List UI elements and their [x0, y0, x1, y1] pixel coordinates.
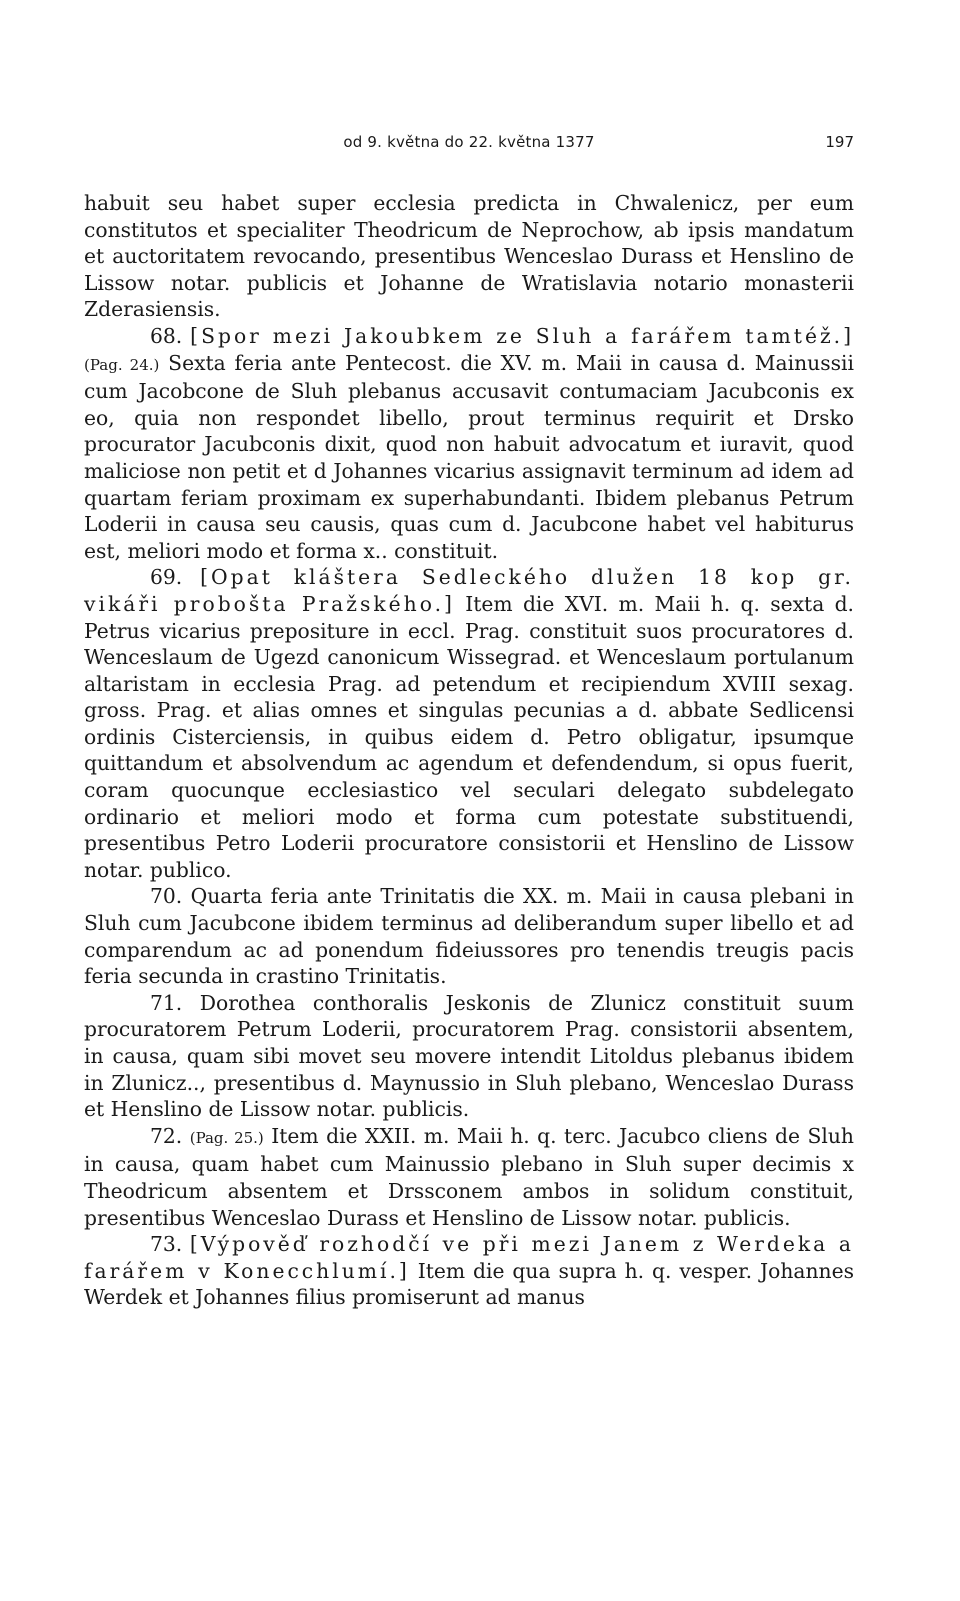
entry-regest: [Výpověď rozhodčí ve při mezi Janem z Werdeka a farářem v Konecchlumí.] [84, 1232, 854, 1283]
entry-text: Item die XXII. m. Maii h. q. terc. Jacubco cliens de Sluh in causa, quam habet cum Mainussio plebano in Sluh super decimis x Theodricum absentem et Drssconem ambos in solidum constituit, presentibus Wenceslao Durass et Henslino de Lissow notar. publicis. [84, 1123, 854, 1230]
entry-text: Dorothea conthoralis Jeskonis de Zlunicz constituit suum procuratorem Petrum Loderii, procuratorem Prag. consistorii absentem, in causa, quam sibi movet seu movere intendit Litoldus plebanus ibidem in Zlunicz.., presentibus d. Maynussio in Sluh plebano, Wenceslao Durass et Henslino de Lissow notar. publicis. [84, 990, 854, 1122]
entry-text: Item die qua supra h. q. vesper. Johannes Werdek et Johannes filius promiserunt ad manus [84, 1258, 855, 1310]
entry-text: Quarta feria ante Trinitatis die XX. m. Maii in causa plebani in Sluh cum Jacubcone ibidem terminus ad deliberandum super libello et ad comparendum ac ad ponendum fideiussores pro tenendis treugis pacis feria secunda in crastino Trinitatis. [84, 884, 854, 989]
entry-69 [84, 564, 854, 883]
entry-number: 72. [150, 1123, 183, 1148]
entry-68 [84, 323, 854, 564]
entry-number: 69. [150, 565, 183, 590]
entry-72 [84, 1123, 854, 1231]
page-reference: (Pag. 24.) [84, 355, 160, 374]
page-header [84, 133, 854, 157]
entry-73 [84, 1231, 854, 1311]
opening-paragraph: habuit seu habet super ecclesia predicta in Chwalenicz, per eum constitutos et specialiter Theodricum de Neprochow, ab ipsis mandatum et auctoritatem revocando, presentibus Wenceslao Durass et Henslino de Lissow notar. publicis et Johanne de Wratislavia notario monasterii Zderasiensis. [84, 191, 854, 322]
document-body [84, 190, 854, 1311]
page-number: 197 [825, 133, 854, 151]
entry-70 [84, 883, 854, 989]
entry-regest: [Opat kláštera Sedleckého dlužen 18 kop gr. vikáři probošta Pražského.] [84, 565, 854, 616]
running-title: od 9. května do 22. května 1377 [343, 133, 595, 151]
entry-71 [84, 990, 854, 1123]
page-reference: (Pag. 25.) [189, 1128, 264, 1147]
entry-text: Item die XVI. m. Maii h. q. sexta d. Petrus vicarius prepositure in eccl. Prag. constituit suos procuratores d. Wenceslaum de Ugezd canonicum Wissegrad. et Wenceslaum portulanum altaristam in ecclesia Prag. ad petendum et recipiendum XVIII sexag. gross. Prag. et alias omnes et singulas pecunias a d. abbate Sedlicensi ordinis Cisterciensis, in quibus eidem d. Petro obligatur, ipsumque quittandum et absolvendum ac agendum et defendendum, si opus fuerit, coram quocunque ecclesiastico vel seculari delegato subdelegato ordinario et meliori modo et forma cum potestate substituendi, presentibus Petro Loderii procuratore consistorii et Henslino de Lissow notar. publico. [84, 591, 855, 882]
entry-regest: [Spor mezi Jakoubkem ze Sluh a farářem tamtéž.] [190, 323, 854, 348]
entry-number: 70. [150, 884, 183, 909]
entry-number: 68. [150, 323, 183, 348]
entry-text: Sexta feria ante Pentecost. die XV. m. Maii in causa d. Mainussii cum Jacobcone de Sluh plebanus accusavit contumaciam Jacubconis ex eo, quia non respondet libello, prout terminus requirit et Drsko procurator Jacubconis dixit, quod non habuit advocatum et iuravit, quod maliciose non petit et d Johannes vicarius assignavit terminum ad idem ad quartam feriam proximam ex superhabundanti. Ibidem plebanus Petrum Loderii in causa seu causis, quas cum d. Jacubcone habet vel habiturus est, meliori modo et forma x.. constituit. [84, 350, 855, 563]
entry-number: 73. [150, 1232, 183, 1257]
entry-number: 71. [150, 990, 183, 1015]
